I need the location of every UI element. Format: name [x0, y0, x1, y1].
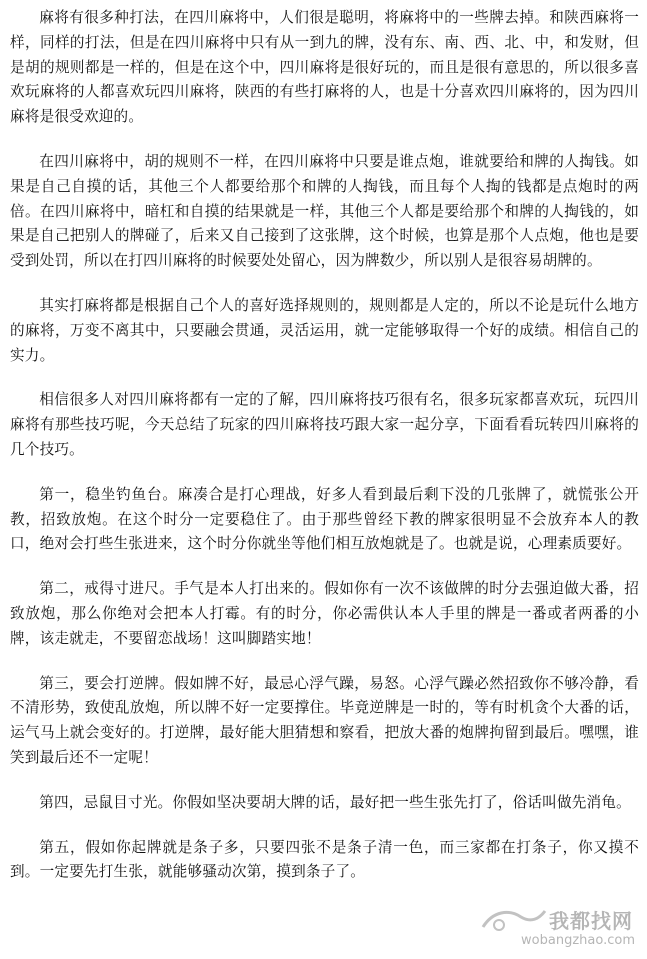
paragraph-tip-4: 第四，忌鼠目寸光。你假如坚决要胡大牌的话，最好把一些生张先打了，俗话叫做先消龟。 [39, 793, 631, 811]
paragraph-tip-5: 第五，假如你起牌就是条子多，只要四张不是条子清一色，而三家都在打条子，你又摸不到。一定要先打生张，就能够骚动次第，摸到条子了。 [10, 838, 639, 881]
paragraph-preference: 其实打麻将都是根据自己个人的喜好选择规则的，规则都是人定的，所以不论是玩什么地方的麻将，万变不离其中，只要融会贯通，灵活运用，就一定能够取得一个好的成绩。相信自己的实力。 [10, 296, 639, 364]
watermark [457, 903, 639, 955]
watermark-logo-icon [479, 905, 549, 935]
paragraph-tip-1: 第一，稳坐钓鱼台。麻凑合是打心理战，好多人看到最后剩下没的几张牌了，就慌张公开教，招致放炮。在这个时分一定要稳住了。由于那些曾经下教的牌家很明显不会放弃本人的教口，绝对会打些生张进来，这个时分你就坐等他们相互放炮就是了。也就是说，心理素质要好。 [10, 485, 639, 553]
paragraph-rules: 在四川麻将中，胡的规则不一样，在四川麻将中只要是谁点炮，谁就要给和牌的人掏钱。如果是自己自摸的话，其他三个人都要给那个和牌的人掏钱，而且每个人掏的钱都是点炮时的两倍。在四川麻将中，暗杠和自摸的结果就是一样，其他三个人都是要给那个和牌的人掏钱的，如果是自己把别人的牌碰了，后来又自己接到了这张牌，这个时候，也算是那个人点炮，他也是要受到处罚，所以在打四川麻将的时候要处处留心，因为牌数少，所以别人是很容易胡牌的。 [10, 152, 639, 270]
watermark-title: 我都找网 [549, 909, 633, 933]
paragraph-tip-2: 第二，戒得寸进尺。手气是本人打出来的。假如你有一次不该做牌的时分去强迫做大番，招致放炮，那么你绝对会把本人打霉。有的时分，你必需供认本人手里的牌是一番或者两番的小牌，该走就走，不要留恋战场！这叫脚踏实地！ [10, 580, 639, 647]
paragraph-intro: 麻将有很多种打法，在四川麻将中，人们很是聪明，将麻将中的一些牌去掉。和陕西麻将一样，同样的打法，但是在四川麻将中只有从一到九的牌，没有东、南、西、北、中，和发财，但是胡的规则都是一样的，但是在这个中，四川麻将是很好玩的，而且是很有意思的，所以很多喜欢玩麻将的人都喜欢玩四川麻将，陕西的有些打麻将的人，也是十分喜欢四川麻将的，因为四川麻将是很受欢迎的。 [10, 9, 639, 126]
watermark-url: wobangzhao.com [521, 933, 635, 948]
paragraph-tips-intro: 相信很多人对四川麻将都有一定的了解，四川麻将技巧很有名，很多玩家都喜欢玩，玩四川麻将有那些技巧呢，今天总结了玩家的四川麻将技巧跟大家一起分享，下面看看玩转四川麻将的几个技巧。 [10, 391, 639, 458]
paragraph-tip-3: 第三，要会打逆牌。假如牌不好，最忌心浮气躁，易怒。心浮气躁必然招致你不够冷静，看不清形势，致使乱放炮，所以牌不好一定要撑住。毕竟逆牌是一时的，等有时机贪个大番的话，运气马上就会变好的。打逆牌，最好能大胆猜想和察看，把放大番的炮牌拘留到最后。嘿嘿，谁笑到最后还不一定呢！ [10, 674, 639, 766]
